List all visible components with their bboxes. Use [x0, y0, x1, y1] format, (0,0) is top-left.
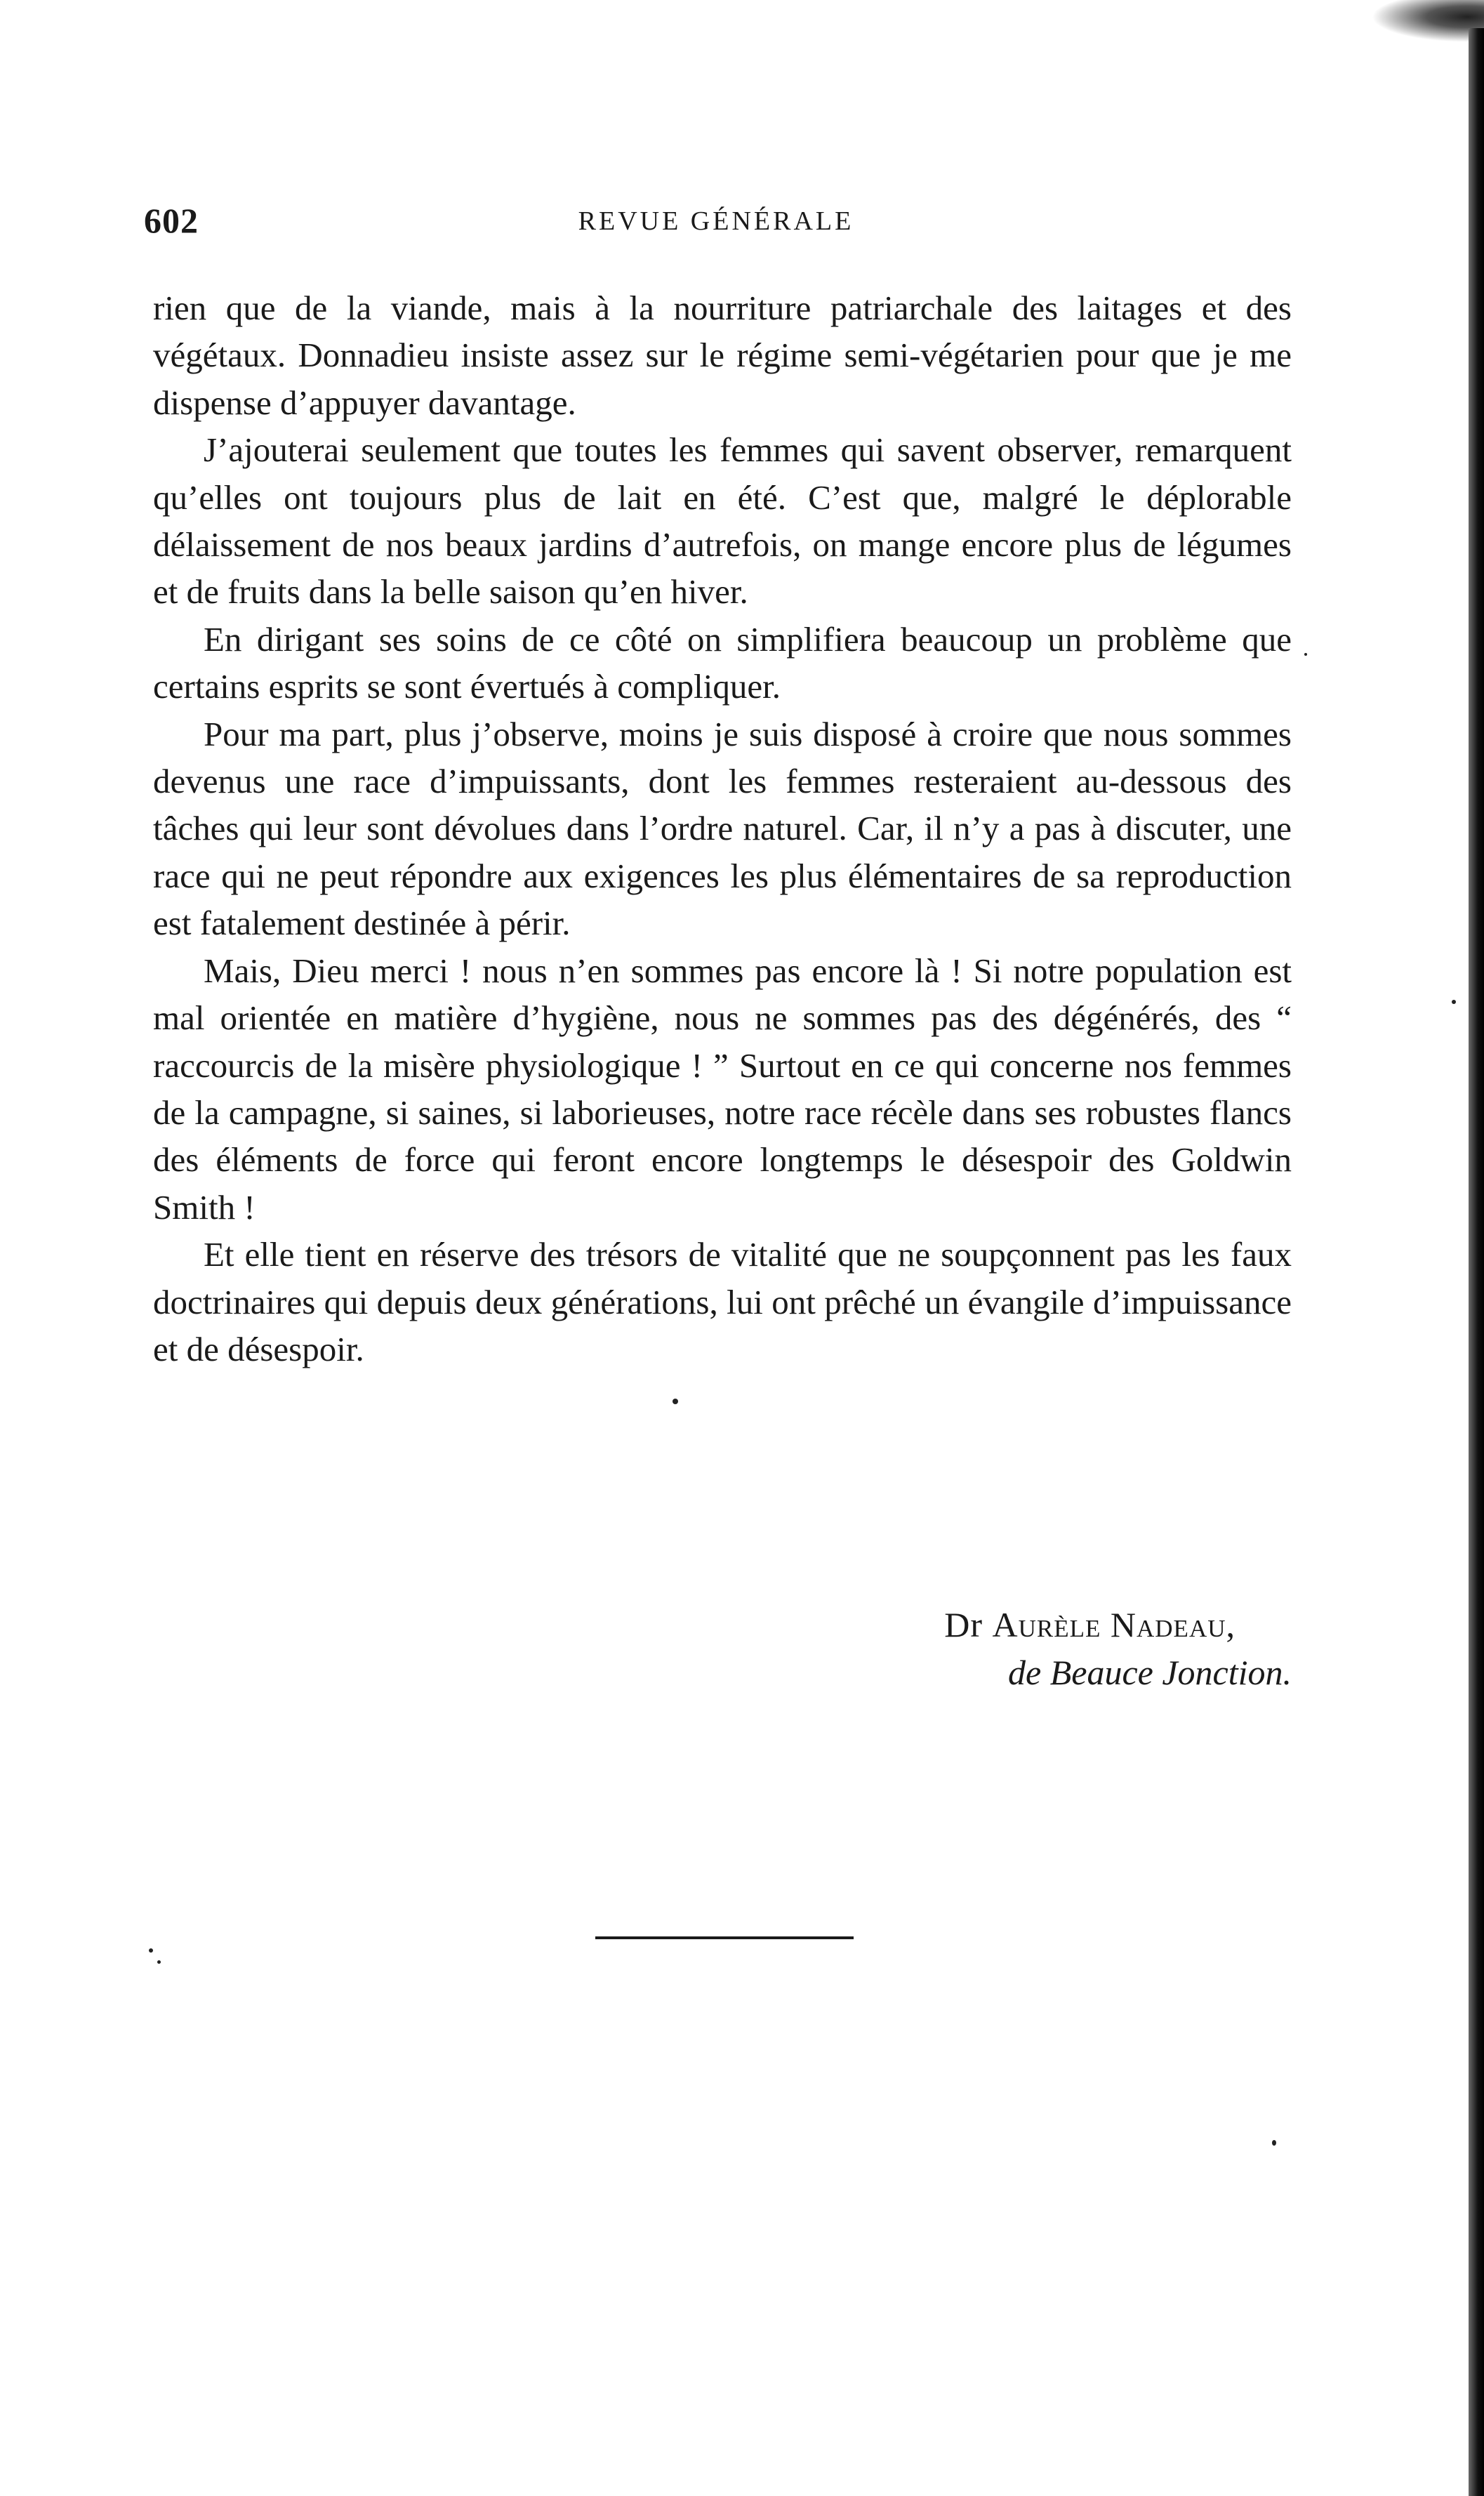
scan-speck — [157, 1960, 161, 1964]
page-number: 602 — [144, 201, 199, 240]
scan-speck — [1272, 2140, 1276, 2146]
paragraph-1: rien que de la viande, mais à la nourriture patriarchale des laitages et des végétaux. Donnadieu insiste assez sur le régime semi-végétarien pour que je me dispense d’appuyer davantage. — [153, 289, 1292, 422]
body-text — [153, 284, 1292, 1373]
scan-speck — [149, 1948, 153, 1953]
paragraph-4: Pour ma part, plus j’observe, moins je suis disposé à croire que nous sommes devenus une race d’impuissants, dont les femmes resteraient au-dessous des tâches qui leur sont dévolues dans l’ordre naturel. Car, il n’y a pas à discuter, une race qui ne peut répondre aux exigences les plus élémentaires de sa reproduction est fatalement destinée à périr. — [153, 714, 1292, 943]
scan-speck — [673, 1399, 678, 1404]
paragraph-6: Et elle tient en réserve des trésors de vitalité que ne soupçonnent pas les faux doctrinaires qui depuis deux générations, lui ont prêché un évangile d’impuissance et de désespoir. — [153, 1235, 1292, 1368]
running-head: REVUE GÉNÉRALE — [578, 206, 854, 236]
page-header — [144, 200, 1288, 249]
author-name-line — [153, 1601, 1292, 1649]
paragraph-2: J’ajouterai seulement que toutes les femmes qui savent observer, remarquent qu’elles ont toujours plus de lait en été. C’est que, malgré le déplorable délaissement de nos beaux jardins d’autrefois, on mange encore plus de légumes et de fruits dans la belle saison qu’en hiver. — [153, 430, 1292, 612]
scan-speck — [1304, 653, 1307, 656]
scan-edge — [1469, 28, 1484, 2496]
author-title: Dr — [944, 1605, 983, 1644]
paragraph-5: Mais, Dieu merci ! nous n’en sommes pas encore là ! Si notre population est mal orientée en matière d’hygiène, nous ne sommes pas des dégénérés, des “ raccourcis de la misère physiologique ! ” Surtout en ce qui concerne nos femmes de la campagne, si saines, si laborieuses, notre race récèle dans ses robustes flancs des éléments de force qui feront encore longtemps le désespoir des Goldwin Smith ! — [153, 951, 1292, 1227]
end-rule — [595, 1936, 854, 1939]
author-place: de Beauce Jonction. — [1008, 1653, 1292, 1692]
author-name: Aurèle Nadeau, — [992, 1605, 1235, 1644]
paragraph-3: En dirigant ses soins de ce côté on simplifiera beaucoup un problème que certains esprits se sont évertués à compliquer. — [153, 619, 1292, 706]
signature-block — [153, 1601, 1292, 1696]
scan-speck — [1452, 1000, 1456, 1004]
scan-edge-shadow — [1372, 0, 1484, 42]
